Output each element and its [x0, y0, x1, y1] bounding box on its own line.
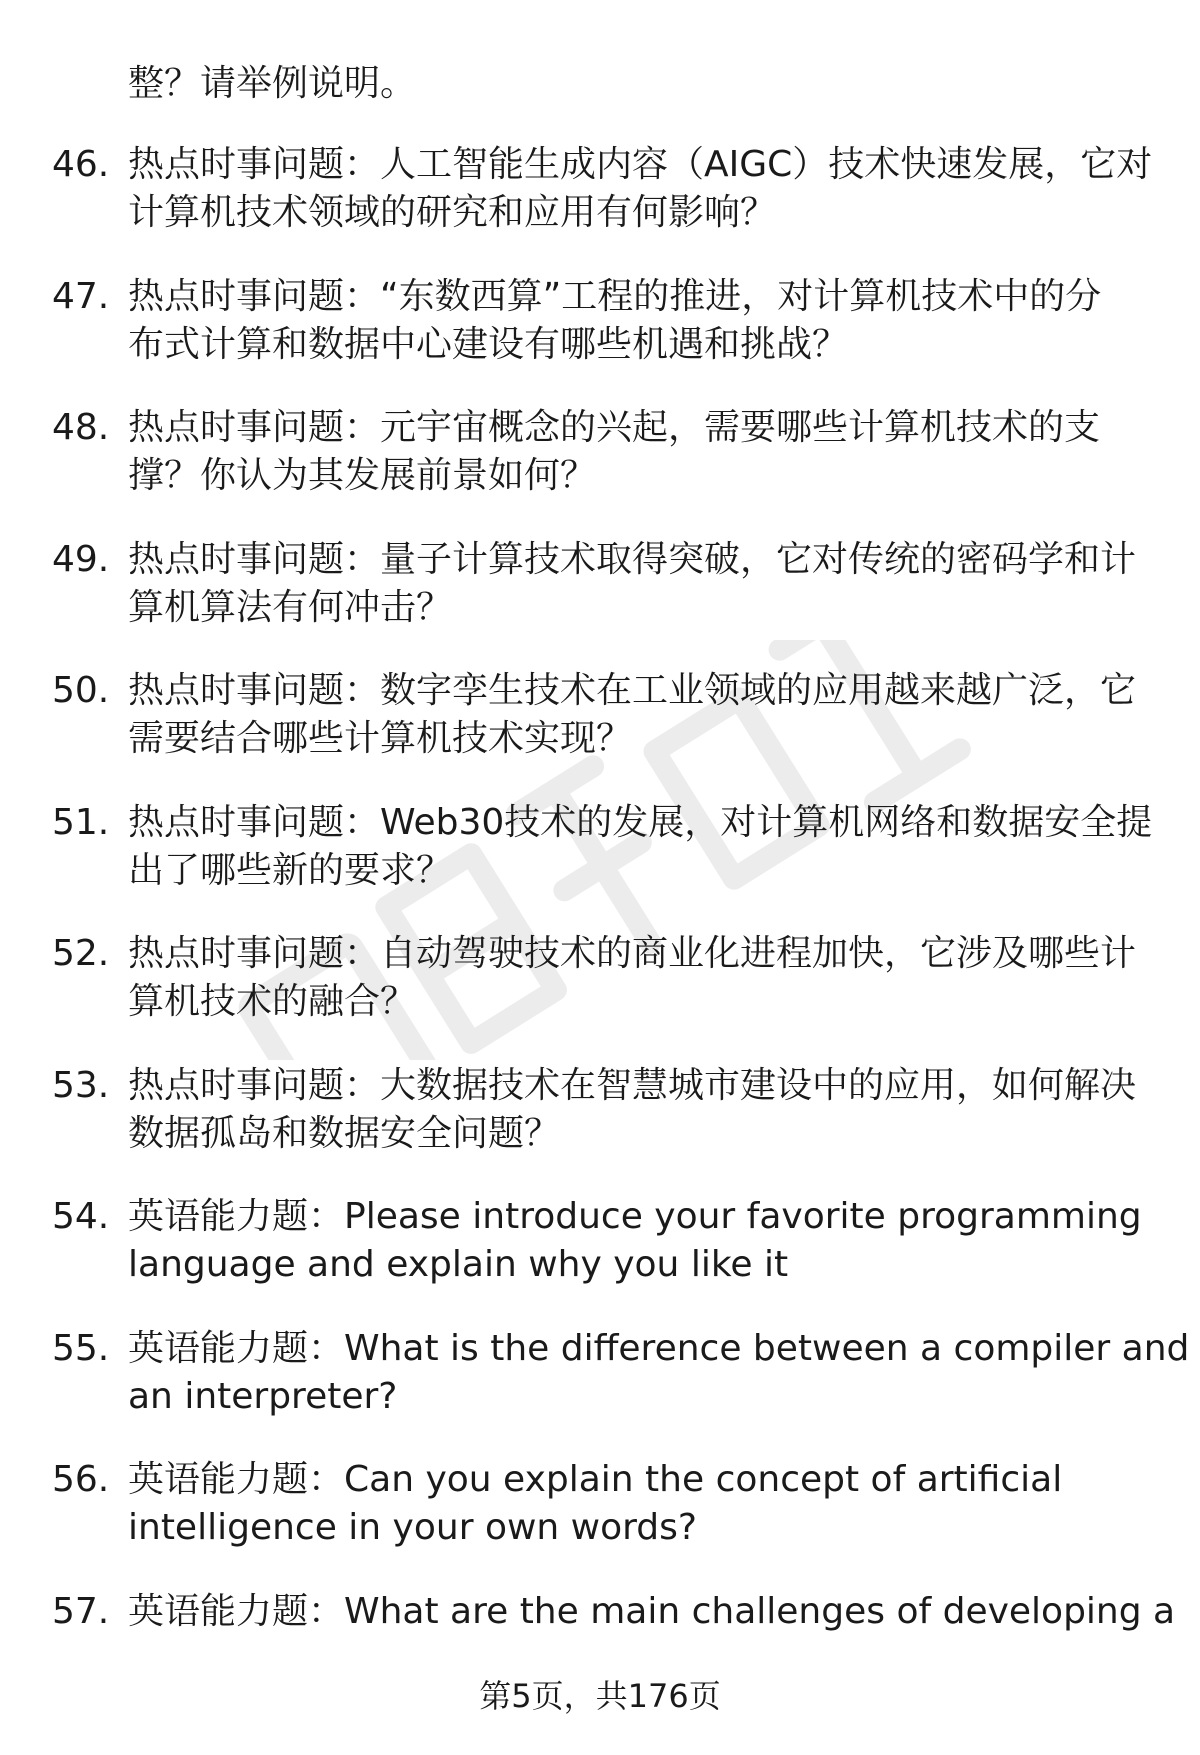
question-number: 51.: [52, 801, 110, 843]
question-text: [128, 273, 1158, 369]
question-number: 56.: [52, 1459, 110, 1500]
question-item: [0, 1062, 1200, 1194]
question-text: [128, 141, 1158, 237]
question-item: [0, 1325, 1200, 1457]
question-item: [0, 536, 1200, 668]
question-item: [0, 1456, 1200, 1588]
question-text: [128, 404, 1158, 500]
question-line: 英语能力题：What are the main challenges of developing a: [128, 1590, 1176, 1632]
question-line: language and explain why you like it: [128, 1244, 789, 1285]
question-line: 出了哪些新的要求？: [128, 849, 453, 891]
question-number: 53.: [52, 1064, 110, 1106]
question-line: 计算机技术领域的研究和应用有何影响？: [128, 192, 777, 233]
question-text: [128, 799, 1158, 895]
page-footer: 第5页，共176页: [479, 1677, 721, 1715]
question-number: 57.: [52, 1590, 110, 1632]
question-line: 热点时事问题：大数据技术在智慧城市建设中的应用，如何解决: [128, 1064, 1137, 1106]
question-line: intelligence in your own words?: [128, 1507, 698, 1548]
question-line: 热点时事问题：元宇宙概念的兴起，需要哪些计算机技术的支: [128, 407, 1101, 448]
question-line: 热点时事问题：“东数西算”工程的推进，对计算机技术中的分: [128, 275, 1102, 317]
question-number: 55.: [52, 1327, 110, 1369]
question-line: 算机技术的融合？: [128, 981, 417, 1022]
question-item: [0, 404, 1200, 536]
question-line: 热点时事问题：数字孪生技术在工业领域的应用越来越广泛，它: [128, 670, 1137, 711]
question-text: [128, 1456, 1158, 1552]
question-item: [0, 141, 1200, 273]
question-number: 46.: [52, 144, 110, 185]
question-list: [0, 141, 1200, 1719]
question-line: 热点时事问题：自动驾驶技术的商业化进程加快，它涉及哪些计: [128, 933, 1137, 974]
question-line: 热点时事问题：Web30技术的发展，对计算机网络和数据安全提: [128, 801, 1153, 843]
question-number: 47.: [52, 275, 110, 317]
question-item: [0, 1193, 1200, 1325]
question-line: 热点时事问题：人工智能生成内容（AIGC）技术快速发展，它对: [128, 144, 1153, 185]
question-line: 撑？你认为其发展前景如何？: [128, 455, 597, 496]
question-line: 布式计算和数据中心建设有哪些机遇和挑战？: [128, 323, 849, 365]
question-line: 英语能力题：Please introduce your favorite programming: [128, 1196, 1142, 1237]
question-number: 49.: [52, 538, 110, 580]
question-number: 48.: [52, 407, 110, 448]
question-number: 54.: [52, 1196, 110, 1237]
question-line: 算机算法有何冲击？: [128, 586, 453, 628]
question-item: [0, 667, 1200, 799]
question-text: [128, 667, 1158, 763]
question-item: [0, 799, 1200, 931]
question-number: 50.: [52, 670, 110, 711]
question-text: [128, 536, 1158, 632]
question-text: [128, 1062, 1158, 1158]
question-line: 英语能力题：What is the difference between a compiler and: [128, 1327, 1190, 1369]
question-item: [0, 273, 1200, 405]
question-number: 52.: [52, 933, 110, 974]
question-line: 英语能力题：Can you explain the concept of artificial: [128, 1459, 1063, 1500]
question-text: [128, 1588, 1176, 1636]
question-line: 数据孤岛和数据安全问题？: [128, 1112, 561, 1154]
question-text: [128, 930, 1158, 1026]
question-line: 需要结合哪些计算机技术实现？: [128, 718, 633, 759]
question-item: [0, 930, 1200, 1062]
question-line: an interpreter?: [128, 1375, 398, 1417]
question-line: 热点时事问题：量子计算技术取得突破，它对传统的密码学和计: [128, 538, 1137, 580]
question-text: [128, 1325, 1190, 1421]
continuation-text: 整？请举例说明。: [128, 63, 417, 104]
question-text: [128, 1193, 1158, 1289]
